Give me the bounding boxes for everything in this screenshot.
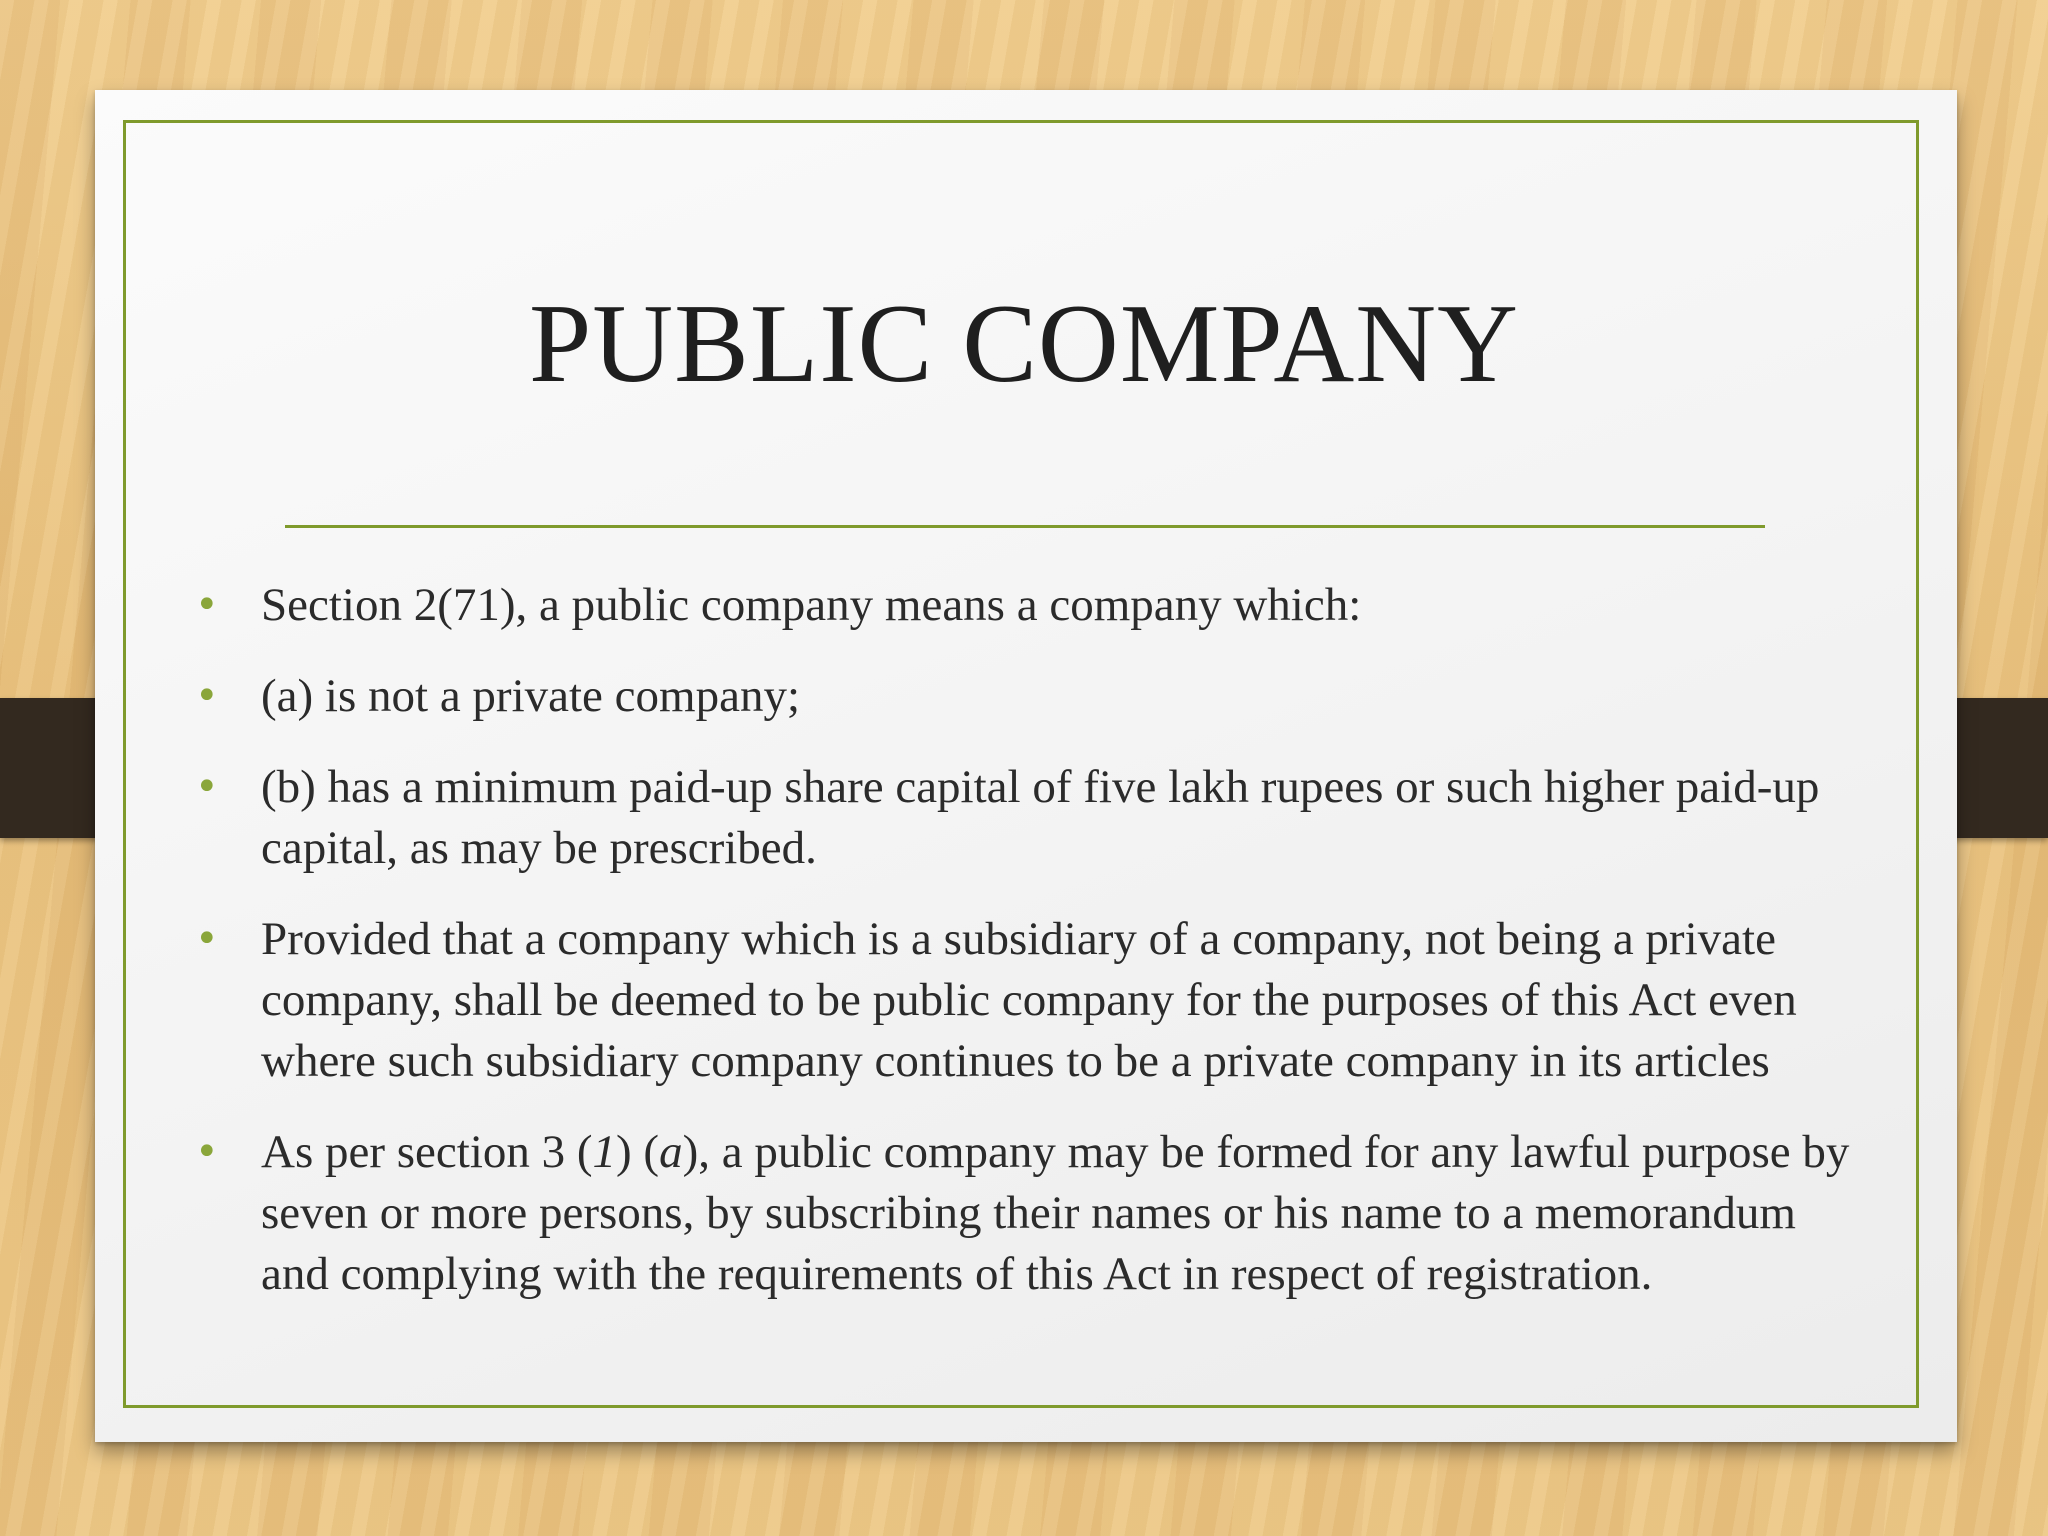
- bullet-item-definition: [195, 575, 1875, 636]
- bullet-list: [195, 575, 1875, 1335]
- bullet-dot-icon: •: [195, 673, 219, 719]
- bullet-text-prefix: As per section 3 (: [261, 1126, 593, 1178]
- bullet-item-proviso: [195, 909, 1875, 1092]
- bullet-item-b: [195, 757, 1875, 879]
- bullet-item-section-3: [195, 1122, 1875, 1305]
- slide-title: PUBLIC COMPANY: [528, 282, 1520, 406]
- bullet-dot-icon: •: [195, 916, 219, 962]
- bullet-dot-icon: •: [195, 582, 219, 628]
- bullet-dot-icon: •: [195, 764, 219, 810]
- title-divider: [285, 525, 1765, 528]
- bullet-text-italic-letter: a: [659, 1126, 683, 1178]
- bullet-text: (b) has a minimum paid-up share capital of five lakh rupees or such higher paid-up capital, as may be prescribed.: [261, 761, 1820, 874]
- bullet-text: Provided that a company which is a subsidiary of a company, not being a private company, shall be deemed to be public company for the purposes of this Act even where such subsidiary company continues to be a private company in its articles: [261, 913, 1797, 1087]
- bullet-text: (a) is not a private company;: [261, 670, 801, 722]
- bullet-text-mid: ) (: [616, 1126, 660, 1178]
- bullet-text-suffix: ), a public company may be formed for any lawful purpose by seven or more persons, by subscribing their names or his name to a memorandum and complying with the requirements of this Act in respect of registration.: [261, 1126, 1850, 1300]
- bullet-text: Section 2(71), a public company means a company which:: [261, 579, 1362, 631]
- bullet-item-a: [195, 666, 1875, 727]
- bullet-text-italic-number: 1: [592, 1126, 617, 1178]
- bullet-dot-icon: •: [195, 1129, 219, 1175]
